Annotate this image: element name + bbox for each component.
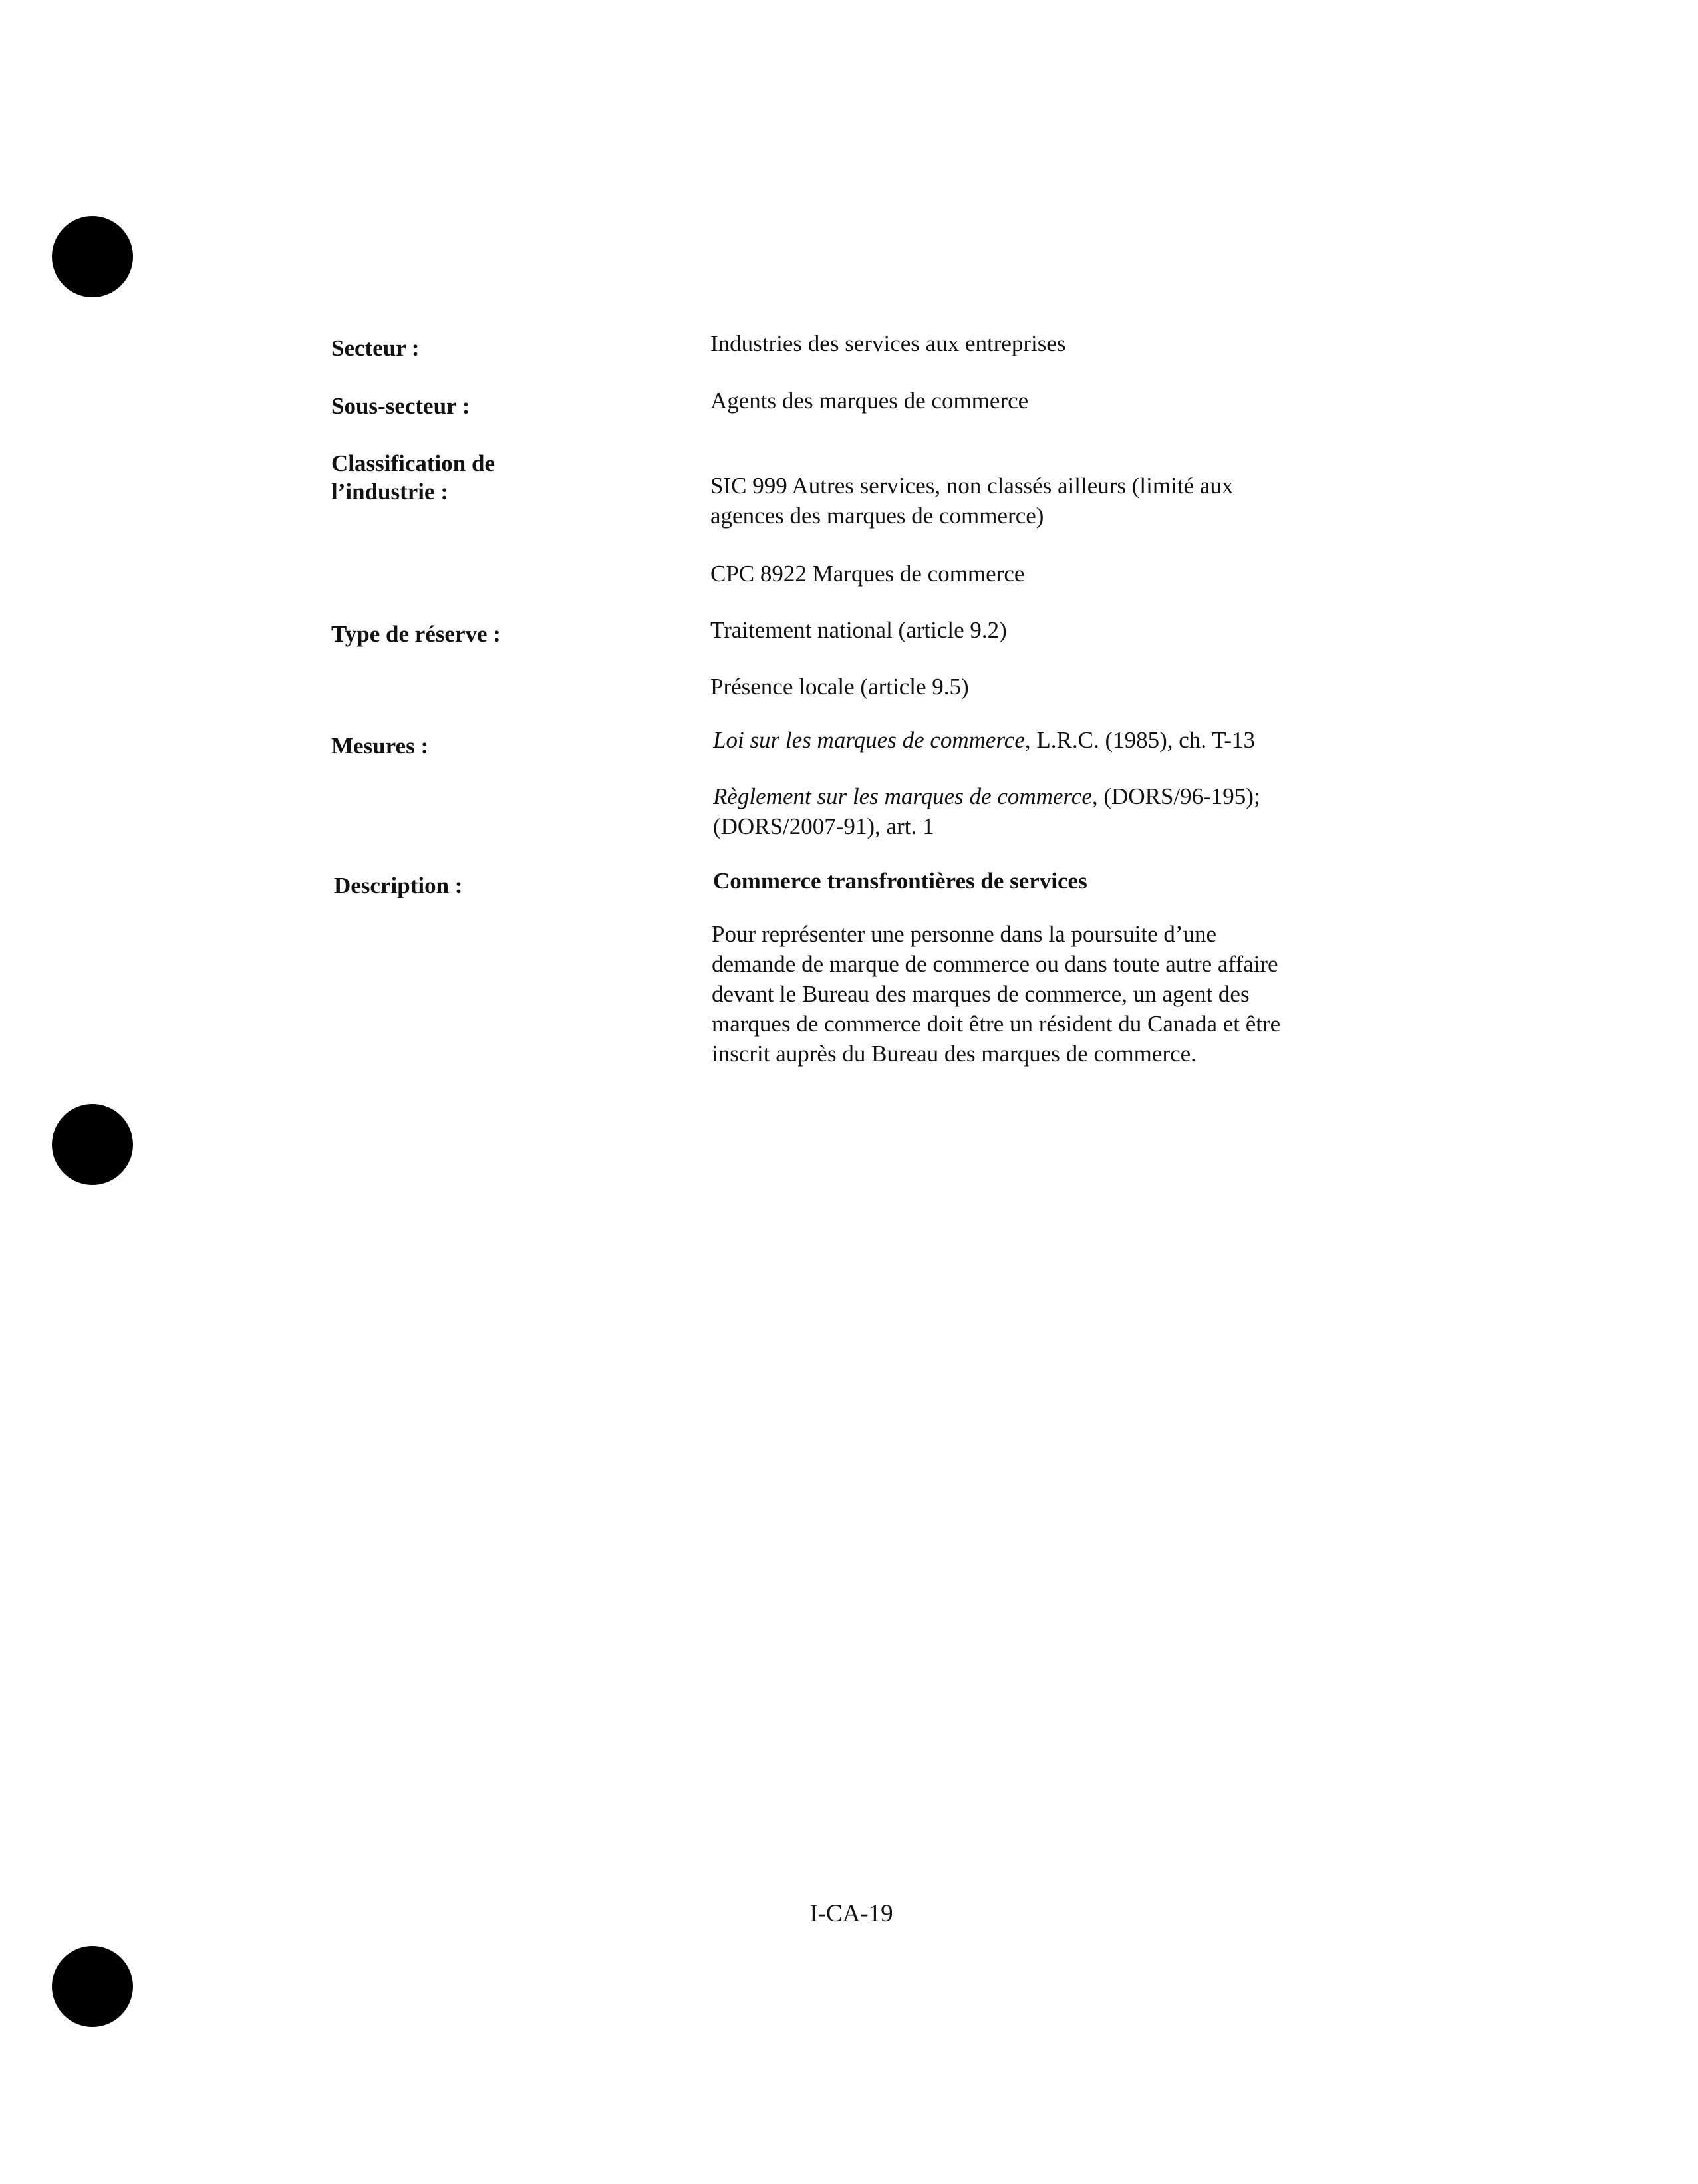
description-line: Pour représenter une personne dans la poursuite d’une bbox=[712, 921, 1217, 947]
sic-value bbox=[710, 471, 1233, 531]
secteur-value: Industries des services aux entreprises bbox=[710, 331, 1066, 356]
type-reserve-value-2: Présence locale (article 9.5) bbox=[710, 674, 969, 700]
mesure-2-title: Règlement sur les marques de commerce bbox=[713, 783, 1092, 809]
description-line: inscrit auprès du Bureau des marques de commerce. bbox=[712, 1041, 1197, 1067]
sic-line2: agences des marques de commerce) bbox=[710, 503, 1044, 529]
classification-label-line2: l’industrie : bbox=[331, 479, 448, 505]
secteur-label: Secteur : bbox=[331, 335, 420, 361]
mesure-2-citation: , (DORS/96-195); bbox=[1091, 783, 1260, 809]
binder-hole-top bbox=[52, 216, 133, 297]
mesure-1-citation: , L.R.C. (1985), ch. T-13 bbox=[1024, 727, 1255, 753]
description-line: marques de commerce doit être un résident du Canada et être bbox=[712, 1011, 1281, 1037]
mesures-label: Mesures : bbox=[331, 733, 429, 759]
sous-secteur-label: Sous-secteur : bbox=[331, 393, 470, 419]
description-heading: Commerce transfrontières de services bbox=[713, 868, 1087, 894]
description-paragraph bbox=[712, 919, 1377, 1069]
type-reserve-label: Type de réserve : bbox=[331, 621, 501, 647]
cpc-value: CPC 8922 Marques de commerce bbox=[710, 561, 1025, 587]
mesure-1 bbox=[713, 725, 1255, 755]
description-line: demande de marque de commerce ou dans toute autre affaire bbox=[712, 951, 1278, 977]
page-number: I-CA-19 bbox=[809, 1900, 893, 1927]
mesure-2-line2: (DORS/2007-91), art. 1 bbox=[713, 813, 934, 839]
type-reserve-value-1: Traitement national (article 9.2) bbox=[710, 617, 1007, 643]
description-label: Description : bbox=[334, 873, 463, 898]
description-line: devant le Bureau des marques de commerce, un agent des bbox=[712, 981, 1250, 1007]
mesure-2 bbox=[713, 781, 1260, 841]
sic-line1: SIC 999 Autres services, non classés ailleurs (limité aux bbox=[710, 473, 1234, 499]
classification-label bbox=[331, 449, 495, 506]
mesure-1-title: Loi sur les marques de commerce bbox=[713, 727, 1025, 753]
sous-secteur-value: Agents des marques de commerce bbox=[710, 388, 1029, 414]
classification-label-line1: Classification de bbox=[331, 450, 495, 476]
binder-hole-bottom bbox=[52, 1946, 133, 2027]
binder-hole-middle bbox=[52, 1104, 133, 1185]
